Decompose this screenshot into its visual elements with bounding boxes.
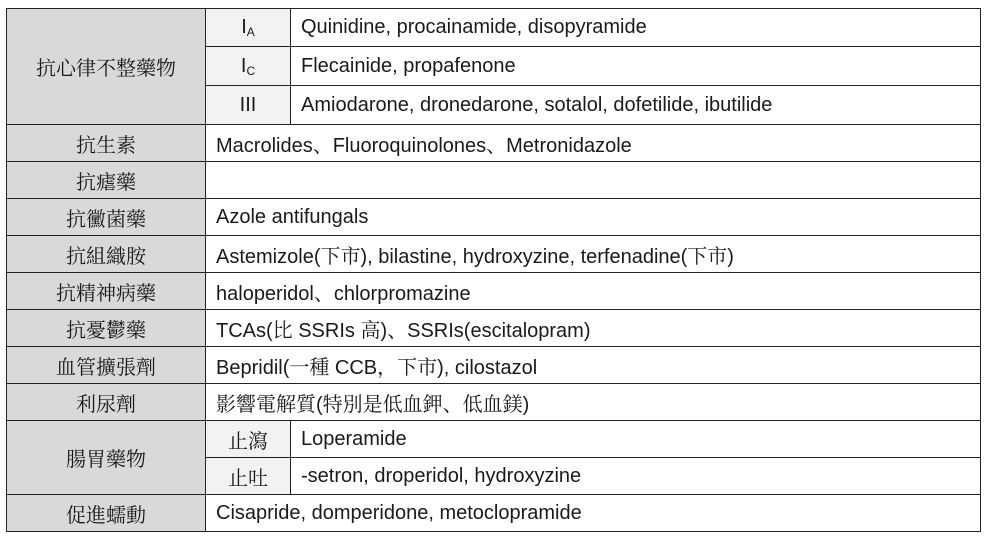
drugs-cell	[206, 162, 981, 199]
table-row	[7, 273, 981, 310]
drugs-cell: Flecainide, propafenone	[291, 47, 981, 86]
drugs-cell: Bepridil(一種 CCB，下市), cilostazol	[206, 347, 981, 384]
subcategory-cell: 止吐	[206, 458, 291, 495]
category-cell: 利尿劑	[7, 384, 206, 421]
category-cell: 抗生素	[7, 125, 206, 162]
drugs-cell: Azole antifungals	[206, 199, 981, 236]
drugs-cell: Macrolides、Fluoroquinolones、Metronidazole	[206, 125, 981, 162]
table-row	[7, 310, 981, 347]
category-cell: 抗黴菌藥	[7, 199, 206, 236]
drugs-cell: Amiodarone, dronedarone, sotalol, dofetilide, ibutilide	[291, 86, 981, 125]
subcategory-cell	[206, 86, 291, 125]
qt-prolonging-drugs-table	[6, 8, 981, 532]
subcategory-subscript: A	[246, 25, 255, 39]
subcategory-cell	[206, 47, 291, 86]
category-cell: 抗瘧藥	[7, 162, 206, 199]
category-cell: 血管擴張劑	[7, 347, 206, 384]
subcategory-label: I	[240, 54, 247, 77]
drugs-cell: haloperidol、chlorpromazine	[206, 273, 981, 310]
table-row	[7, 199, 981, 236]
table-row	[7, 495, 981, 532]
category-cell: 抗心律不整藥物	[7, 9, 206, 125]
category-cell: 腸胃藥物	[7, 421, 206, 495]
category-cell: 促進蠕動	[7, 495, 206, 532]
drugs-cell: TCAs(比 SSRIs 高)、SSRIs(escitalopram)	[206, 310, 981, 347]
table-row	[7, 347, 981, 384]
drugs-cell: Astemizole(下市), bilastine, hydroxyzine, terfenadine(下市)	[206, 236, 981, 273]
category-cell: 抗精神病藥	[7, 273, 206, 310]
table-row	[7, 125, 981, 162]
category-cell: 抗組織胺	[7, 236, 206, 273]
drugs-cell: Cisapride, domperidone, metoclopramide	[206, 495, 981, 532]
drugs-cell: Quinidine, procainamide, disopyramide	[291, 9, 981, 47]
drugs-cell: -setron, droperidol, hydroxyzine	[291, 458, 981, 495]
subcategory-label: III	[239, 93, 257, 116]
table-row	[7, 421, 981, 458]
subcategory-cell	[206, 9, 291, 47]
subcategory-label: I	[241, 16, 247, 38]
subcategory-subscript: C	[246, 63, 256, 78]
category-cell: 抗憂鬱藥	[7, 310, 206, 347]
drugs-cell: Loperamide	[291, 421, 981, 458]
subcategory-cell: 止瀉	[206, 421, 291, 458]
drugs-cell: 影響電解質(特別是低血鉀、低血鎂)	[206, 384, 981, 421]
table-row	[7, 9, 981, 47]
table-row	[7, 384, 981, 421]
table-row	[7, 162, 981, 199]
table-row	[7, 236, 981, 273]
